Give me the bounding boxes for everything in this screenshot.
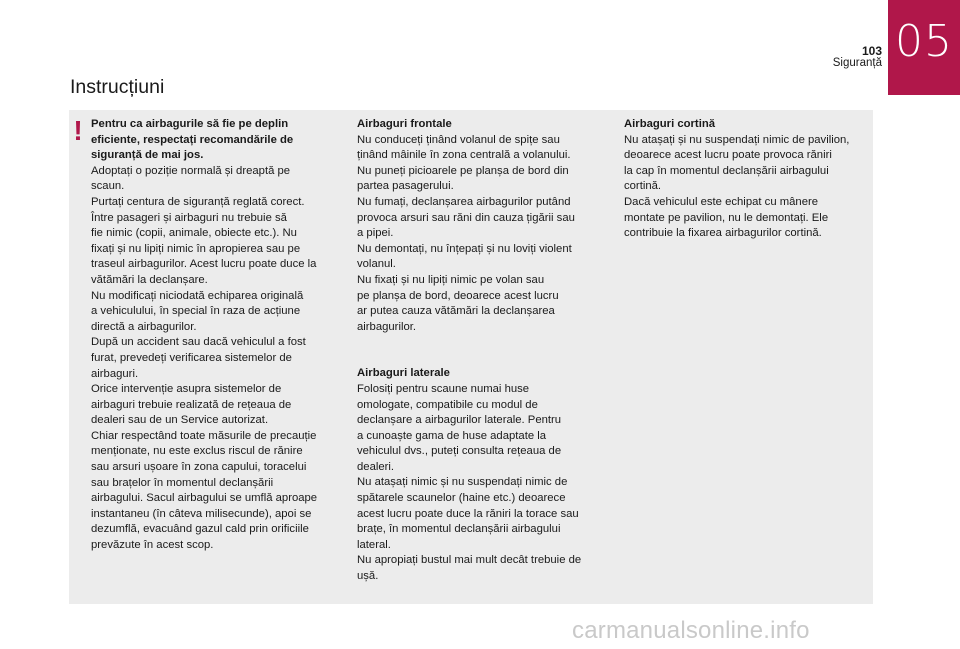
general-instructions-text: Adoptați o poziție normală și dreaptă pe scaun. Purtați centura de siguranță reglată corect. Între pasageri și airbaguri nu trebuie să fie nimic (copii, animale, obiecte etc.). Nu fixați și nu lipiți nimic în apropierea sau pe traseul airbagurilor. Acest lucru poate duce la vătămări la declanșare. Nu modificați niciodată echiparea originală a vehiculului, în special în raza de acțiune directă a airbagurilor. După un accident sau dacă vehiculul a fost furat, prevedeți verificarea sistemelor de airbaguri. Orice intervenție asupra sistemelor de airbaguri trebuie realizată de rețeaua de dealeri sau de un Service autorizat. Chiar respectând toate măsurile de precauție menționate, nu este exclus riscul de rănire sau arsuri ușoare în zona capului, toracelui sau brațelor în momentul declanșării airbagului. Sacul airbagului se umflă aproape instantaneu (în câteva milisecunde), apoi se dezumflă, evacuând gazul cald prin orificiile prevăzute în acest scop. [91,164,318,552]
chapter-tab [888,0,960,95]
general-instructions-column [91,117,341,554]
chapter-number: 05 [895,16,953,67]
curtain-airbags-heading: Airbaguri cortină [624,118,716,130]
frontal-airbags-text: Nu conduceți ținând volanul de spițe sau ținând mâinile în zona centrală a volanului. Nu puneți picioarele pe planșa de bord din partea pasagerului. Nu fumați, declanșarea airbagurilor putând provoca arsuri sau răni din cauza țigării sau a pipei. Nu demontați, nu înțepați și nu loviți violent volanul. Nu fixați și nu lipiți nimic pe volan sau pe planșa de bord, deoarece acest lucru ar putea cauza vătămări la declanșarea airbagurilor. [357,133,575,333]
section-label: Siguranță [832,57,882,69]
lateral-airbags-text: Folosiți pentru scaune numai huse omologate, compatibile cu modul de declanșare a airbagurilor laterale. Pentru a cunoaște gama de huse adaptate la vehiculul dvs., puteți consulta rețeaua de dealeri. Nu atașați nimic și nu suspendați nimic de spătarele scaunelor (haine etc.) deoarece acest lucru poate duce la răniri la torace sau brațe, în momentul declanșării airbagului lateral. Nu apropiați bustul mai mult decât trebuie de ușă. [357,382,582,583]
section-spacer [357,335,607,366]
exclamation-mark-icon: ! [73,115,83,146]
general-instructions-heading: Pentru ca airbagurile să fie pe deplin eficiente, respectați recomandările de siguranță de mai jos. [91,118,294,162]
frontal-lateral-column [357,117,607,585]
page-title: Instrucțiuni [70,76,165,98]
watermark: carmanualsonline.info [572,617,810,644]
page-number: 103 [861,44,882,58]
curtain-column [624,117,874,242]
lateral-airbags-heading: Airbaguri laterale [357,367,450,380]
frontal-airbags-heading: Airbaguri frontale [357,118,452,130]
curtain-airbags-text: Nu atașați și nu suspendați nimic de pavilion, deoarece acest lucru poate provoca răniri la cap în momentul declanșării airbagului cortină. Dacă vehiculul este echipat cu mânere montate pe pavilion, nu le demontați. Ele contribuie la fixarea airbagurilor cortină. [624,133,850,240]
